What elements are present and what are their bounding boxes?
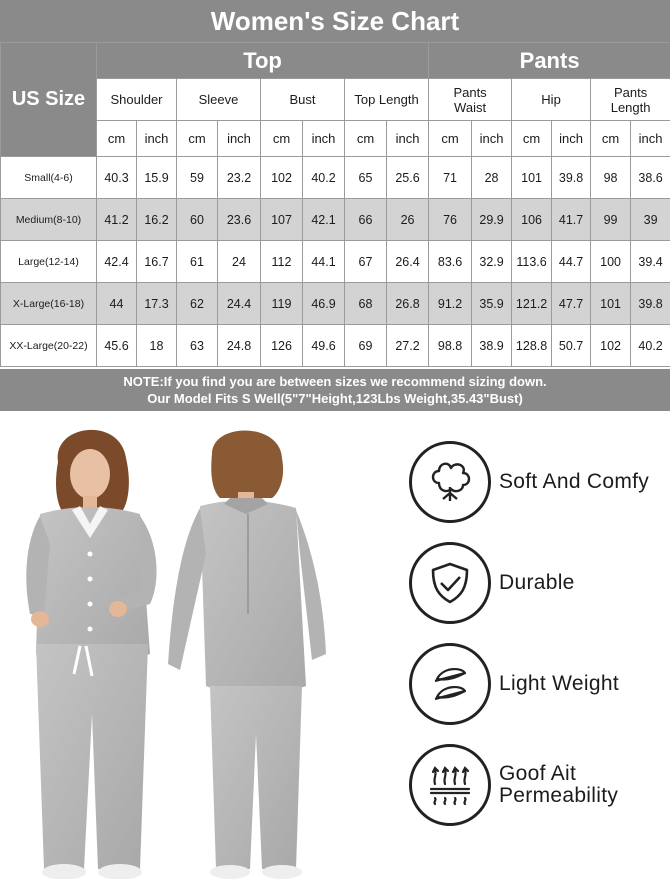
measurement-cell: 24.4 (218, 283, 261, 325)
measurement-cell: 27.2 (387, 325, 429, 367)
measurement-cell: 17.3 (137, 283, 177, 325)
measurement-cell: 32.9 (472, 241, 512, 283)
feature-soft (409, 440, 670, 524)
measurement-cell: 102 (591, 325, 631, 367)
us-size-header: US Size (1, 43, 97, 157)
size-label: XX-Large(20-22) (1, 325, 97, 367)
measurement-cell: 16.7 (137, 241, 177, 283)
measurement-cell: 41.7 (552, 199, 591, 241)
measurement-cell: 46.9 (303, 283, 345, 325)
feature-durable (409, 541, 670, 625)
unit-cm-header: cm (97, 121, 137, 157)
unit-inch-header: inch (387, 121, 429, 157)
measurement-cell: 50.7 (552, 325, 591, 367)
feature-air (409, 743, 670, 827)
unit-cm-header: cm (429, 121, 472, 157)
measurement-cell: 39.4 (631, 241, 670, 283)
measurement-cell: 45.6 (97, 325, 137, 367)
measurement-cell: 61 (177, 241, 218, 283)
measurement-cell: 102 (261, 157, 303, 199)
measurement-cell: 99 (591, 199, 631, 241)
measurement-cell: 38.9 (472, 325, 512, 367)
measurement-cell: 101 (591, 283, 631, 325)
unit-cm-header: cm (512, 121, 552, 157)
measurement-cell: 16.2 (137, 199, 177, 241)
unit-inch-header: inch (303, 121, 345, 157)
measurement-cell: 29.9 (472, 199, 512, 241)
feature-light-label: Light Weight (499, 672, 619, 695)
note-line-2: Our Model Fits S Well(5"7"Height,123Lbs Weight,35.43"Bust) (147, 391, 523, 406)
measurement-cell: 15.9 (137, 157, 177, 199)
measurement-cell: 121.2 (512, 283, 552, 325)
measurement-cell: 44.1 (303, 241, 345, 283)
measurement-cell: 44 (97, 283, 137, 325)
pants-length-header: Pants Length (591, 79, 670, 121)
table-row (1, 283, 670, 325)
unit-cm-header: cm (591, 121, 631, 157)
measurement-cell: 26.8 (387, 283, 429, 325)
measurement-cell: 68 (345, 283, 387, 325)
unit-inch-header: inch (137, 121, 177, 157)
measurement-cell: 66 (345, 199, 387, 241)
measurement-cell: 83.6 (429, 241, 472, 283)
feature-air-label: Goof Ait Permeability (499, 762, 619, 807)
chart-title: Women's Size Chart (0, 0, 670, 42)
measurement-cell: 35.9 (472, 283, 512, 325)
measurement-cell: 38.6 (631, 157, 670, 199)
measurement-cell: 76 (429, 199, 472, 241)
measurement-cell: 39.8 (631, 283, 670, 325)
measurement-cell: 41.2 (97, 199, 137, 241)
measurement-cell: 23.6 (218, 199, 261, 241)
measurement-cell: 113.6 (512, 241, 552, 283)
measurement-cell: 39.8 (552, 157, 591, 199)
note-line-1: NOTE:If you find you are between sizes we recommend sizing down. (123, 374, 547, 389)
measurement-cell: 25.6 (387, 157, 429, 199)
shield-check-icon (409, 542, 491, 624)
hip-header: Hip (512, 79, 591, 121)
measurement-cell: 71 (429, 157, 472, 199)
measurement-cell: 60 (177, 199, 218, 241)
unit-inch-header: inch (631, 121, 670, 157)
model-photo (0, 414, 400, 879)
unit-inch-header: inch (552, 121, 591, 157)
measurement-cell: 39 (631, 199, 670, 241)
measurement-cell: 18 (137, 325, 177, 367)
pants-group-header: Pants (429, 43, 670, 79)
unit-cm-header: cm (345, 121, 387, 157)
measurement-cell: 98 (591, 157, 631, 199)
measurement-cell: 40.2 (303, 157, 345, 199)
measurement-cell: 23.2 (218, 157, 261, 199)
feather-icon (409, 643, 491, 725)
unit-cm-header: cm (261, 121, 303, 157)
measurement-cell: 40.3 (97, 157, 137, 199)
measurement-cell: 49.6 (303, 325, 345, 367)
measurement-cell: 28 (472, 157, 512, 199)
measurement-cell: 100 (591, 241, 631, 283)
measurement-cell: 26.4 (387, 241, 429, 283)
measurement-cell: 119 (261, 283, 303, 325)
unit-cm-header: cm (177, 121, 218, 157)
size-label: Large(12-14) (1, 241, 97, 283)
measurement-cell: 67 (345, 241, 387, 283)
measurement-cell: 107 (261, 199, 303, 241)
feature-light (409, 642, 670, 726)
measurement-cell: 47.7 (552, 283, 591, 325)
top-group-header: Top (97, 43, 429, 79)
measurement-cell: 62 (177, 283, 218, 325)
measurement-cell: 63 (177, 325, 218, 367)
cotton-icon (409, 441, 491, 523)
measurement-cell: 44.7 (552, 241, 591, 283)
size-label: X-Large(16-18) (1, 283, 97, 325)
measurement-cell: 42.4 (97, 241, 137, 283)
feature-soft-label: Soft And Comfy (499, 470, 650, 493)
measurement-cell: 91.2 (429, 283, 472, 325)
unit-inch-header: inch (472, 121, 512, 157)
measurement-cell: 98.8 (429, 325, 472, 367)
measurement-cell: 59 (177, 157, 218, 199)
table-row (1, 157, 670, 199)
unit-inch-header: inch (218, 121, 261, 157)
sizing-note (0, 369, 670, 411)
top-length-header: Top Length (345, 79, 429, 121)
measurement-cell: 106 (512, 199, 552, 241)
table-row (1, 325, 670, 367)
size-table (0, 42, 670, 367)
shoulder-header: Shoulder (97, 79, 177, 121)
measurement-cell: 126 (261, 325, 303, 367)
measurement-cell: 69 (345, 325, 387, 367)
table-row (1, 199, 670, 241)
model-front (26, 430, 156, 879)
feature-durable-label: Durable (499, 571, 575, 594)
bust-header: Bust (261, 79, 345, 121)
measurement-cell: 101 (512, 157, 552, 199)
size-label: Small(4-6) (1, 157, 97, 199)
table-row (1, 241, 670, 283)
measurement-cell: 40.2 (631, 325, 670, 367)
measurement-cell: 112 (261, 241, 303, 283)
model-back (168, 430, 326, 879)
sleeve-header: Sleeve (177, 79, 261, 121)
size-label: Medium(8-10) (1, 199, 97, 241)
pants-waist-header: Pants Waist (429, 79, 512, 121)
measurement-cell: 42.1 (303, 199, 345, 241)
measurement-cell: 128.8 (512, 325, 552, 367)
measurement-cell: 65 (345, 157, 387, 199)
measurement-cell: 24.8 (218, 325, 261, 367)
measurement-cell: 26 (387, 199, 429, 241)
airflow-icon (409, 744, 491, 826)
measurement-cell: 24 (218, 241, 261, 283)
